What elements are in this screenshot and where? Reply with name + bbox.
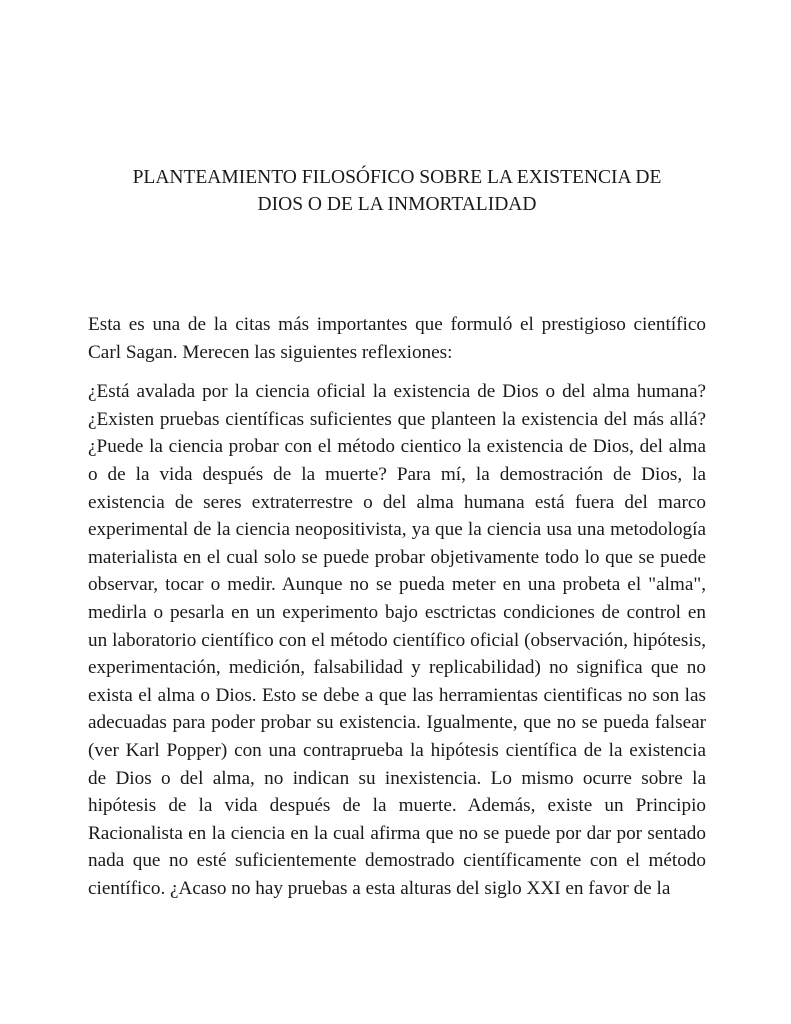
document-title xyxy=(88,164,706,218)
document-body xyxy=(88,311,706,914)
title-line-1: PLANTEAMIENTO FILOSÓFICO SOBRE LA EXISTENCIA DE xyxy=(132,167,662,188)
title-line-2: DIOS O DE LA INMORTALIDAD xyxy=(257,194,537,215)
paragraph-intro: Esta es una de la citas más importantes que formuló el prestigioso científico Carl Sagan. Merecen las siguientes reflexiones: xyxy=(88,314,706,363)
paragraph-main: ¿Está avalada por la ciencia oficial la existencia de Dios o del alma humana? ¿Existen pruebas científicas suficientes que planteen la existencia del más allá? ¿Puede la ciencia probar con el método cientico la existencia de Dios, del alma o de la vida después de la muerte? Para mí, la demostración de Dios, la existencia de seres extraterrestre o del alma humana está fuera del marco experimental de la ciencia neopositivista, ya que la ciencia usa una metodología materialista en el cual solo se puede probar objetivamente todo lo que se puede observar, tocar o medir. Aunque no se pueda meter en una probeta el "alma", medirla o pesarla en un experimento bajo esctrictas condiciones de control en un laboratorio científico con el método científico oficial (observación, hipótesis, experimentación, medición, falsabilidad y replicabilidad) no significa que no exista el alma o Dios. Esto se debe a que las herramientas cientificas no son las adecuadas para poder probar su existencia. Igualmente, que no se pueda falsear (ver Karl Popper) con una contraprueba la hipótesis científica de la existencia de Dios o del alma, no indican su inexistencia. Lo mismo ocurre sobre la hipótesis de la vida después de la muerte. Además, existe un Principio Racionalista en la ciencia en la cual afirma que no se puede por dar por sentado nada que no esté suficientemente demostrado científicamente con el método científico. ¿Acaso no hay pruebas a esta alturas del siglo XXI en favor de la xyxy=(88,381,706,899)
